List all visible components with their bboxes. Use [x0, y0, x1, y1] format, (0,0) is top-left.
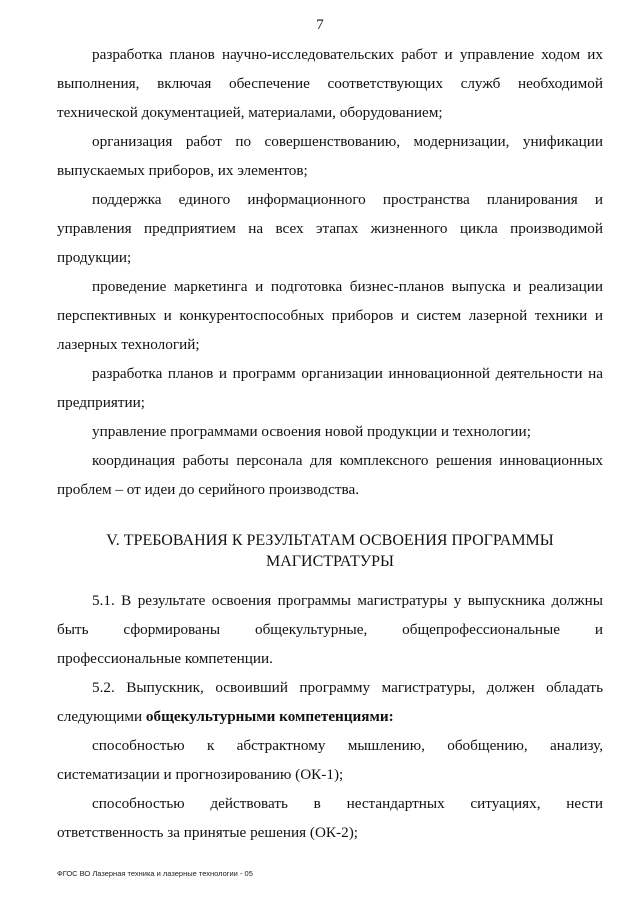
paragraph-5-2-text: 5.2. Выпускник, освоивший программу магистратуры, должен обладать следующими: [57, 679, 603, 725]
section-heading-line: МАГИСТРАТУРЫ: [266, 553, 394, 570]
section-heading-line: V. ТРЕБОВАНИЯ К РЕЗУЛЬТАТАМ ОСВОЕНИЯ ПРОГРАММЫ: [106, 532, 554, 549]
list-item: организация работ по совершенствованию, модернизации, унификации выпускаемых приборов, их элементов;: [57, 133, 603, 179]
list-item: координация работы персонала для комплексного решения инновационных проблем – от идеи до серийного производства.: [57, 452, 603, 498]
paragraph-5-1: 5.1. В результате освоения программы магистратуры у выпускника должны быть сформированы общекультурные, общепрофессиональные и профессиональные компетенции.: [57, 592, 603, 667]
paragraph-5-2-bold: общекультурными компетенциями:: [145, 708, 394, 725]
page-number: 7: [316, 17, 324, 33]
list-item: разработка планов научно-исследовательских работ и управление ходом их выполнения, включая обеспечение соответствующих служб необходимой технической документацией, материалами, оборудованием;: [57, 46, 603, 121]
competency-item: способностью к абстрактному мышлению, обобщению, анализу, систематизации и прогнозированию (ОК-1);: [57, 737, 603, 783]
competency-item: способностью действовать в нестандартных ситуациях, нести ответственность за принятые решения (ОК-2);: [57, 795, 603, 841]
list-item: разработка планов и программ организации инновационной деятельности на предприятии;: [57, 365, 603, 411]
list-item: поддержка единого информационного пространства планирования и управления предприятием на всех этапах жизненного цикла производимой продукции;: [57, 191, 603, 266]
paragraph-5-2: [57, 673, 603, 731]
list-item: управление программами освоения новой продукции и технологии;: [92, 423, 531, 440]
page-footer: ФГОС ВО Лазерная техника и лазерные технологии - 05: [57, 869, 253, 878]
list-item: проведение маркетинга и подготовка бизнес-планов выпуска и реализации перспективных и конкурентоспособных приборов и систем лазерной техники и лазерных технологий;: [57, 278, 603, 353]
section-heading: [57, 530, 603, 572]
document-body: [57, 40, 603, 847]
